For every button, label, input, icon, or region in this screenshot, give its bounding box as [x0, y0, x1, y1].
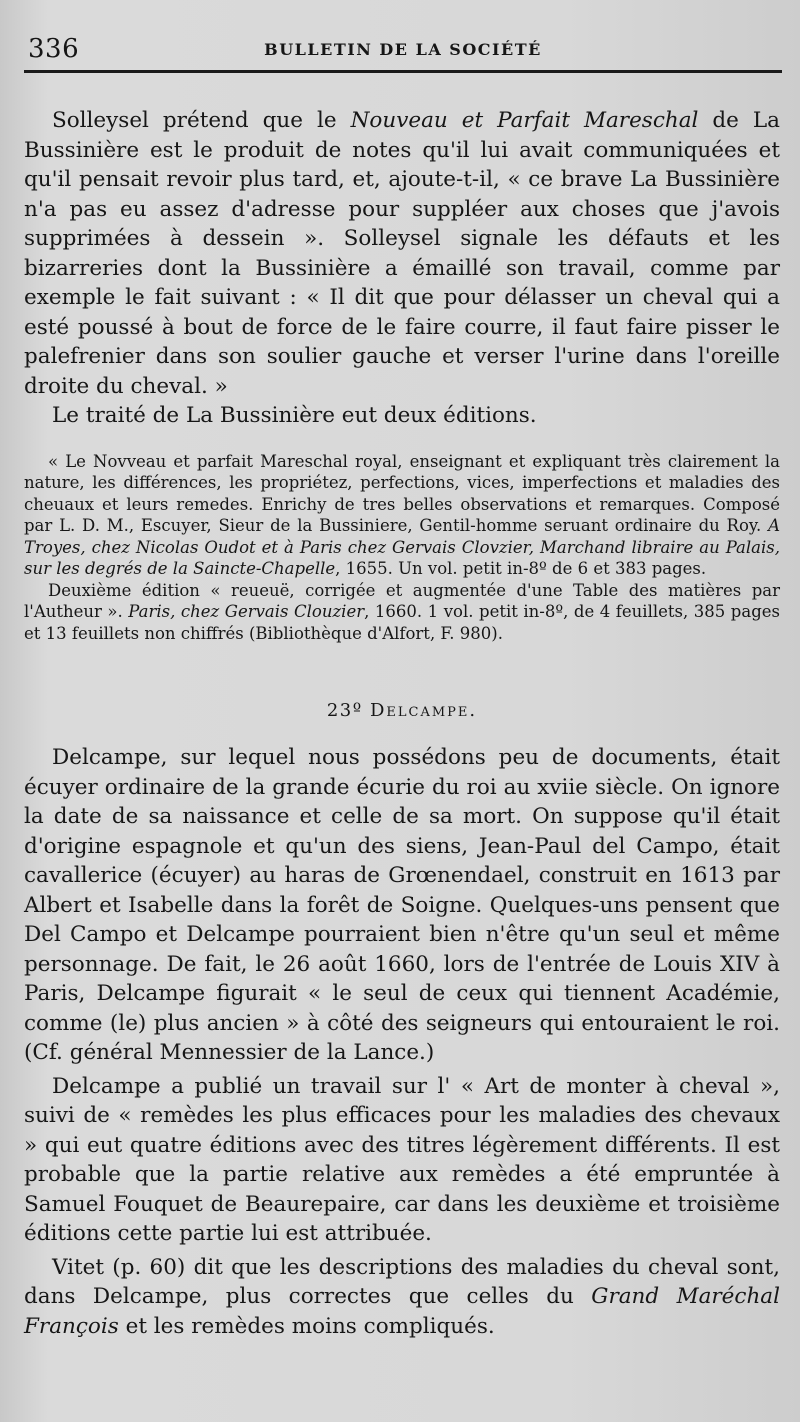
imprint-italic: Paris, chez Gervais Clouzier	[128, 602, 365, 621]
bibliography-second-edition: Deuxième édition « reueuë, corrigée et augmentée d'une Table des matières par l'Autheur ». Paris, chez Gervais Clouzier, 1660. 1 vol. petit in-8º, de 4 feuillets, 385 pages et 13 feuillets non chiffrés (Bibliothèque d'Alfort, F. 980).	[24, 580, 780, 643]
section-name: Delcampe.	[369, 700, 478, 721]
book-title-italic: Nouveau et Parfait Mareschal	[350, 108, 699, 133]
imprint-italic: A Troyes, chez Nicolas Oudot et à Paris chez Gervais Clovzier, Marchand libraire au Palais, sur les degrés de la Saincte-Chapelle	[24, 516, 780, 578]
section-heading	[24, 700, 780, 721]
section-number: 23º	[326, 700, 363, 721]
bibliography-first-edition: « Le Novveau et parfait Mareschal royal, enseignant et expliquant très clairement la nature, les différences, les propriétez, perfections, vices, imperfections et maladies des cheuaux et leurs remedes. Enrichy de tres belles observations et remarques. Composé par L. D. M., Escuyer, Sieur de la Bussiniere, Gentil-homme seruant ordinaire du Roy. A Troyes, chez Nicolas Oudot et à Paris chez Gervais Clovzier, Marchand libraire au Palais, sur les degrés de la Saincte-Chapelle, 1655. Un vol. petit in-8º de 6 et 383 pages.	[24, 451, 780, 578]
page-header	[24, 30, 782, 73]
paragraph-vitet: Vitet (p. 60) dit que les descriptions des maladies du cheval sont, dans Delcampe, plus correctes que celles du Grand Maréchal François et les remèdes moins compliqués.	[24, 1254, 780, 1339]
page-number: 336	[28, 34, 80, 64]
running-head: BULLETIN DE LA SOCIÉTÉ	[264, 40, 542, 59]
paragraph-delcampe-bio: Delcampe, sur lequel nous possédons peu de documents, était écuyer ordinaire de la grande écurie du roi au xviie siècle. On ignore la date de sa naissance et celle de sa mort. On suppose qu'il était d'origine espagnole et qu'un des siens, Jean-Paul del Campo, était cavallerice (écuyer) au haras de Grœnendael, construit en 1613 par Albert et Isabelle dans la forêt de Soigne. Quelques-uns pensent que Del Campo et Delcampe pourraient bien n'être qu'un seul et même personnage. De fait, le 26 août 1660, lors de l'entrée de Louis XIV à Paris, Delcampe figurait « le seul de ceux qui tiennent Académie, comme (le) plus ancien » à côté des seigneurs qui entouraient le roi. (Cf. général Mennessier de la Lance.)	[24, 745, 780, 1065]
paragraph-editions: Le traité de La Bussinière eut deux éditions.	[52, 403, 537, 428]
book-title-italic: Grand Maréchal François	[24, 1284, 780, 1339]
page-body	[24, 106, 780, 1341]
paragraph-delcampe-work: Delcampe a publié un travail sur l' « Art de monter à cheval », suivi de « remèdes les plus efficaces pour les maladies des chevaux » qui eut quatre éditions avec des titres légèrement différents. Il est probable que la partie relative aux remèdes a été empruntée à Samuel Fouquet de Beaurepaire, car dans les deuxième et troisième éditions cette partie lui est attribuée.	[24, 1073, 780, 1246]
paragraph-solleysel: Solleysel prétend que le Nouveau et Parfait Mareschal de La Bussinière est le produit de notes qu'il lui avait communiquées et qu'il pensait revoir plus tard, et, ajoute-t-il, « ce brave La Bussinière n'a pas eu assez d'adresse pour suppléer aux choses que j'avois supprimées à dessein ». Solleysel signale les défauts et les bizarreries dont la Bussinière a émaillé son travail, comme par exemple le fait suivant : « Il dit que pour délasser un cheval qui a esté poussé à bout de force de le faire courre, il faut faire pisser le palefrenier dans son soulier gauche et verser l'urine dans l'oreille droite du cheval. »	[24, 108, 780, 399]
